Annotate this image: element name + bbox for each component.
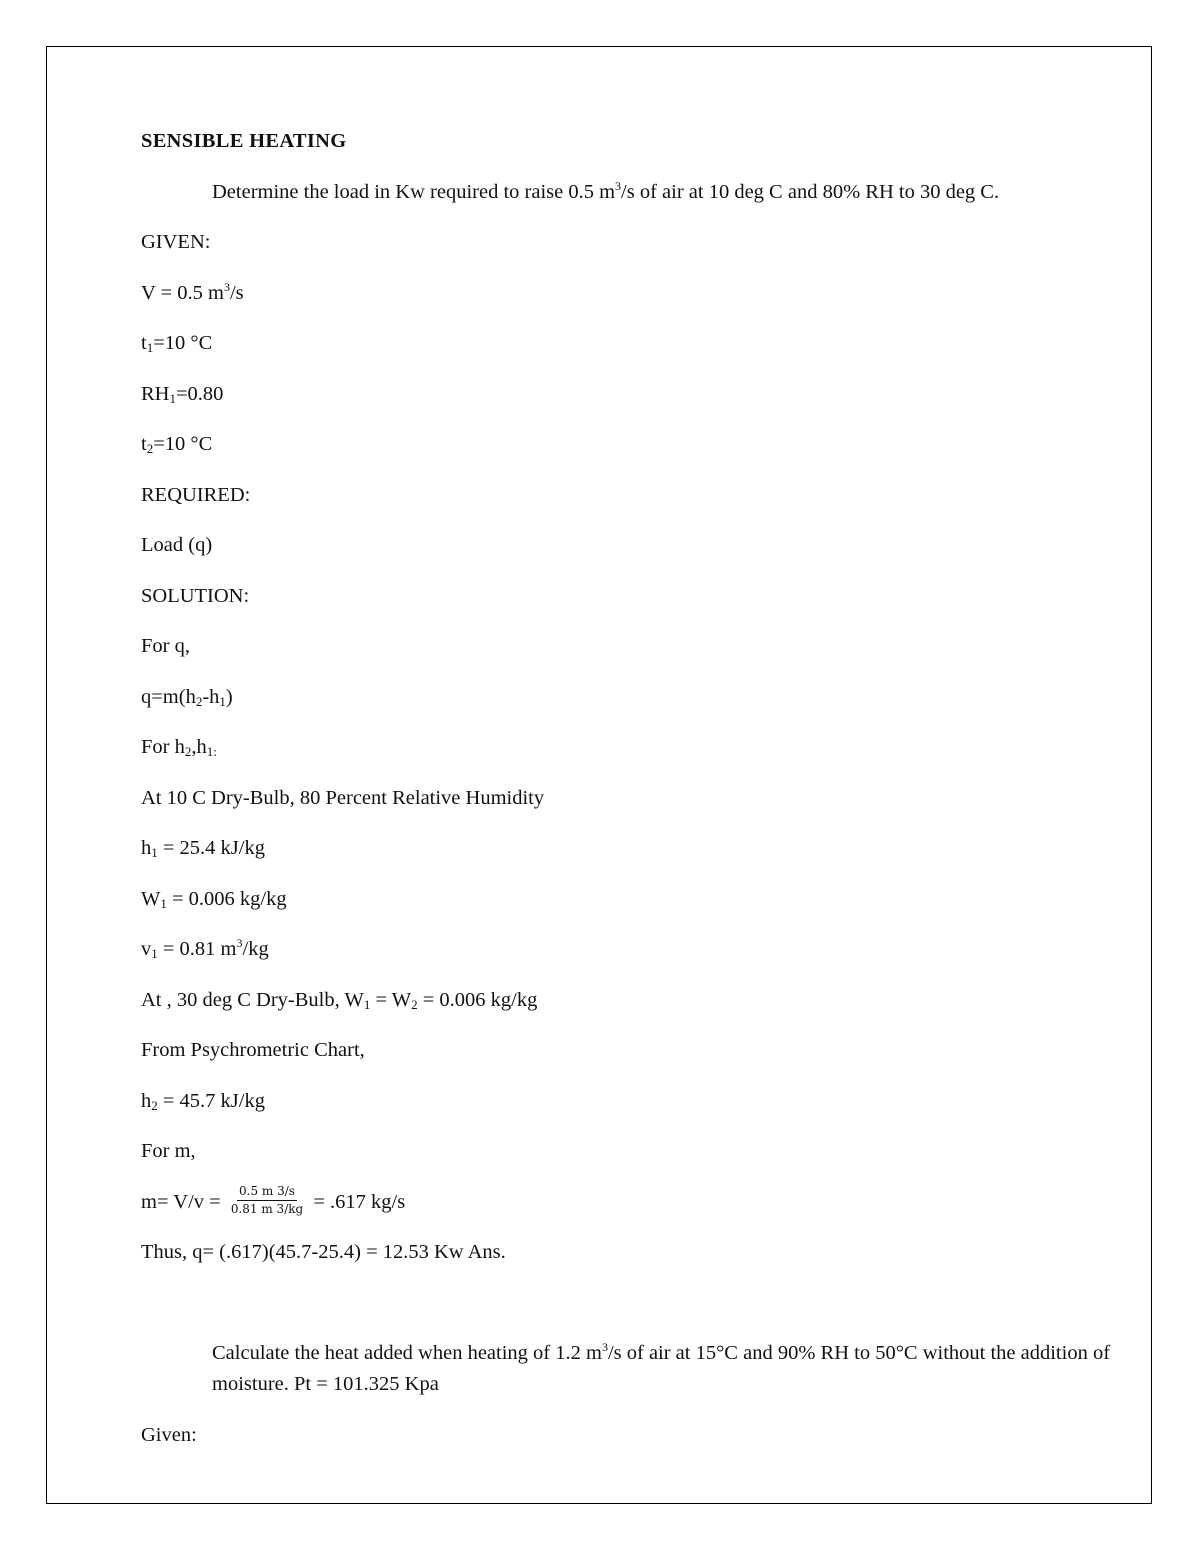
problem2-given-heading: Given: (141, 1423, 197, 1446)
q-equation: $q=m(h_2-h_1)$ (141, 685, 233, 709)
required-item: Load (q) (141, 534, 213, 556)
given-t2: $t_2=10$ °C (141, 433, 213, 456)
psychrometric-chart-note: From Psychrometric Chart, (141, 1039, 365, 1061)
spacer (141, 1288, 1121, 1338)
fraction-numerator: 0.5 m 3/s (237, 1184, 297, 1201)
document-body (141, 126, 1121, 1470)
fraction (229, 1184, 305, 1217)
w1-value: $W_1 = 0.006$ kg/kg (141, 887, 287, 911)
section-title: SENSIBLE HEATING (141, 130, 347, 152)
given-t1: $t_1=10$ °C (141, 332, 213, 355)
for-h-line: For $h_2,h_{1:}$ (141, 736, 217, 759)
m-equation: m= V/v = $\frac{0.5 m 3/s}{0.81 m 3/kg}$ = .617 kg/s (141, 1183, 406, 1216)
given-rh1: $RH_1=0.80$ (141, 382, 224, 406)
h1-value: $h_1 = 25.4$ kJ/kg (141, 837, 265, 860)
problem2-statement: Calculate the heat added when heating of 1.2 $m^3/s$ of air at 15°C and 90% RH to 50°C without the addition of moisture. Pt = 101.325 Kpa (212, 1339, 1111, 1395)
problem1-statement: Determine the load in Kw required to raise 0.5 $m^3/s$ of air at 10 deg C and 80% RH to 30 deg C. (212, 178, 1000, 203)
v1-value: $v_1 = 0.81$ $m^3/kg$ (141, 936, 269, 961)
required-heading: REQUIRED: (141, 483, 251, 506)
final-answer: Thus, q= (.617)(45.7-25.4) = 12.53 Kw Ans. (141, 1241, 506, 1263)
h2-value: $h_2 = 45.7$ kJ/kg (141, 1089, 265, 1113)
for-q-line: For q, (141, 635, 190, 657)
for-m-line: For m, (141, 1140, 196, 1162)
state2-condition: At , 30 deg C Dry-Bulb, $W_1 = W_2 = 0.006$ kg/kg (141, 988, 538, 1012)
solution-heading: SOLUTION: (141, 584, 250, 607)
state1-condition: At 10 C Dry-Bulb, 80 Percent Relative Humidity (141, 786, 545, 809)
given-heading: GIVEN: (141, 231, 211, 253)
fraction-denominator: 0.81 m 3/kg (230, 1201, 304, 1216)
given-volume: V = 0.5 $m^3/s$ (141, 279, 244, 304)
